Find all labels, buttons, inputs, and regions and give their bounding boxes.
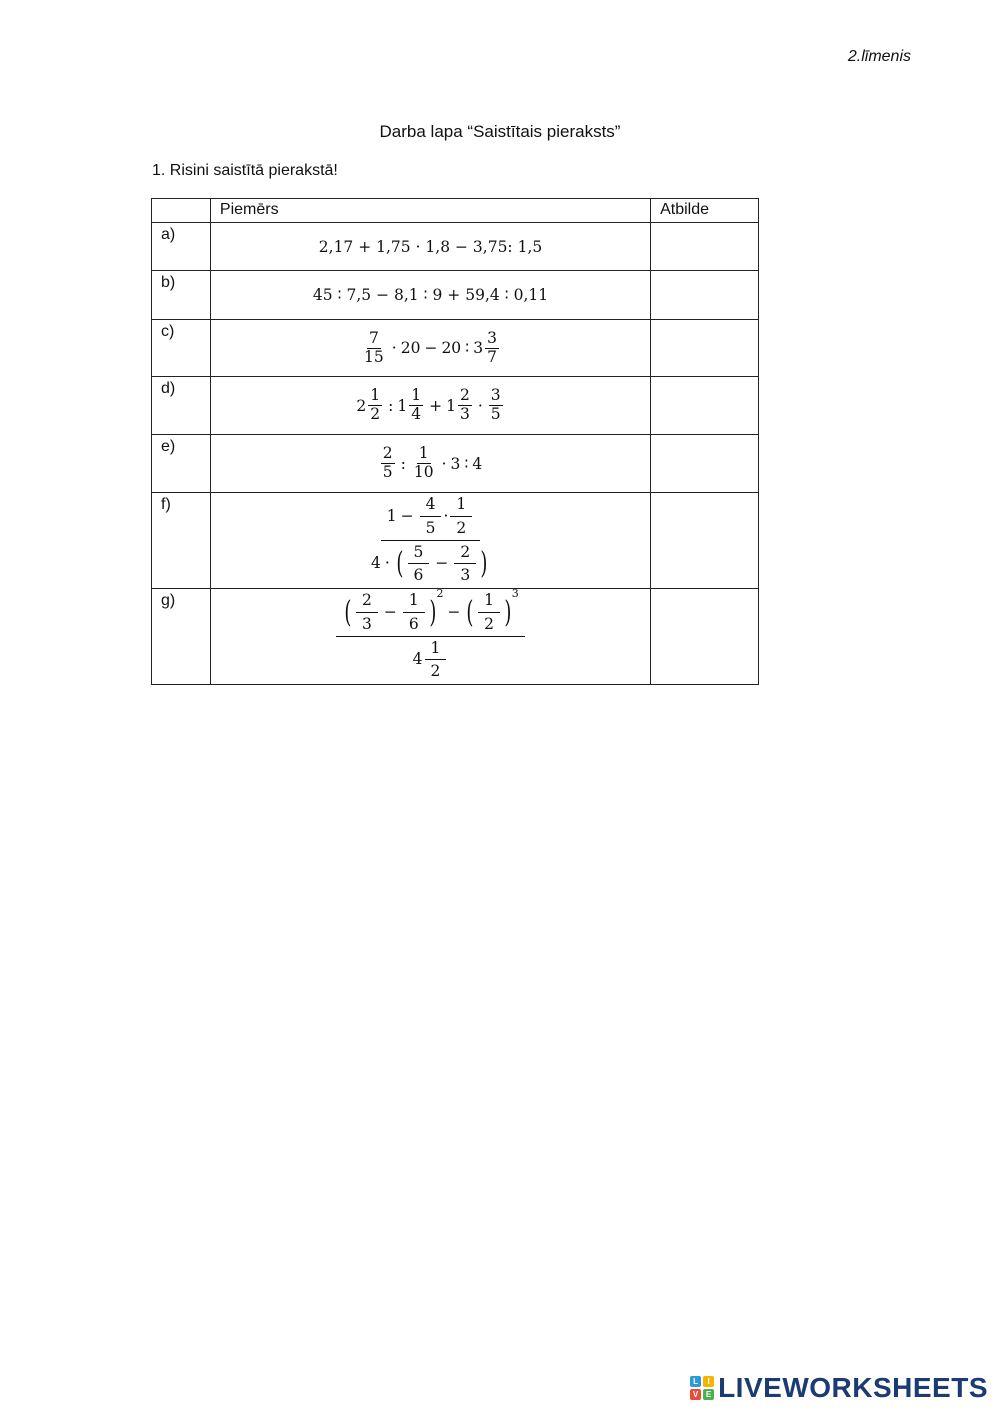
liveworksheets-logo: [690, 1372, 988, 1404]
logo-letter-l: L: [690, 1376, 701, 1387]
math-g: ( $\frac{2}{3}$ − $\frac{1}{6}$ ) 2 − ( $\frac{1}{2}$ ) 3 4 $\frac{1}{2}$: [336, 592, 525, 681]
row-label-cell: [152, 223, 211, 271]
answer-cell[interactable]: [651, 271, 759, 320]
header-example-text: Piemērs: [219, 201, 279, 218]
table-row: [152, 435, 759, 493]
table-header-row: [152, 199, 759, 223]
header-answer-text: Atbilde: [660, 201, 710, 218]
row-label: f): [161, 496, 171, 513]
logo-letter-v: V: [690, 1389, 701, 1400]
row-label: b): [161, 274, 176, 291]
row-label: e): [161, 438, 176, 455]
row-label-cell: [152, 320, 211, 377]
table-row: [152, 377, 759, 435]
row-label-cell: [152, 493, 211, 589]
expression-cell: [210, 377, 650, 435]
expression-cell: [210, 586, 650, 685]
table-row: [152, 320, 759, 377]
answer-cell[interactable]: [651, 320, 759, 377]
expression-cell: [210, 493, 650, 589]
answer-cell[interactable]: [651, 435, 759, 493]
math-d: 2 $\frac{1}{2}$ : 1 $\frac{1}{4}$ + 1 $\frac{2}{3}$ · $\frac{3}{5}$: [356, 386, 501, 423]
header-answer-cell: [651, 199, 759, 223]
answer-cell[interactable]: [651, 589, 759, 685]
answer-cell[interactable]: [651, 223, 759, 271]
expression: [211, 223, 650, 270]
page-title: Darba lapa “Saistītais pieraksts”: [379, 122, 621, 141]
instruction-text: 1. Risini saistītā pierakstā!: [152, 162, 338, 179]
expression-b: 45 ∶ 7,5 − 8,1 ∶ 9 + 59,4 ∶ 0,11: [312, 286, 549, 304]
row-label-cell: [152, 377, 211, 435]
row-label: g): [161, 592, 176, 609]
expression: [211, 271, 650, 319]
expression-cell: [210, 223, 650, 271]
header-example-cell: [210, 199, 650, 223]
expression-cell: [210, 435, 650, 493]
row-label-cell: [152, 589, 211, 685]
table-row: [152, 493, 759, 589]
expression-g: [211, 586, 650, 684]
logo-letter-e: E: [703, 1389, 714, 1400]
math-e: $\frac{2}{5}$ : $\frac{1}{10}$ · 3 ∶ 4: [382, 444, 483, 481]
math-c: $\frac{7}{15}$ · 20 − 20 ∶ 3 $\frac{3}{7}$: [364, 328, 497, 366]
expression-cell: [210, 271, 650, 320]
expression-f: [211, 493, 650, 588]
answer-cell[interactable]: [651, 377, 759, 435]
math-f: 1 − $\frac{4}{5}$ · $\frac{1}{2}$ 4 · ( $\frac{5}{6}$ − $\frac{2}{3}$ ): [371, 494, 488, 585]
expression-a: 2,17 + 1,75 · 1,8 − 3,75: 1,5: [318, 237, 543, 256]
expression-cell: [210, 320, 650, 377]
expression-c: [211, 320, 650, 376]
logo-letter-i: I: [703, 1376, 714, 1387]
header-label-cell: [152, 199, 211, 223]
table-row: [152, 589, 759, 685]
row-label: c): [161, 323, 175, 340]
expression-d: [211, 377, 650, 434]
answer-cell[interactable]: [651, 493, 759, 589]
level-label: 2.līmenis: [847, 48, 911, 65]
row-label-cell: [152, 271, 211, 320]
table-row: [152, 223, 759, 271]
exercise-table: [151, 198, 759, 685]
table-row: [152, 271, 759, 320]
row-label-cell: [152, 435, 211, 493]
logo-icon: [690, 1376, 714, 1400]
row-label: d): [161, 380, 176, 397]
row-label: a): [161, 226, 176, 243]
logo-text: LIVEWORKSHEETS: [718, 1372, 988, 1403]
expression-e: [211, 435, 650, 492]
